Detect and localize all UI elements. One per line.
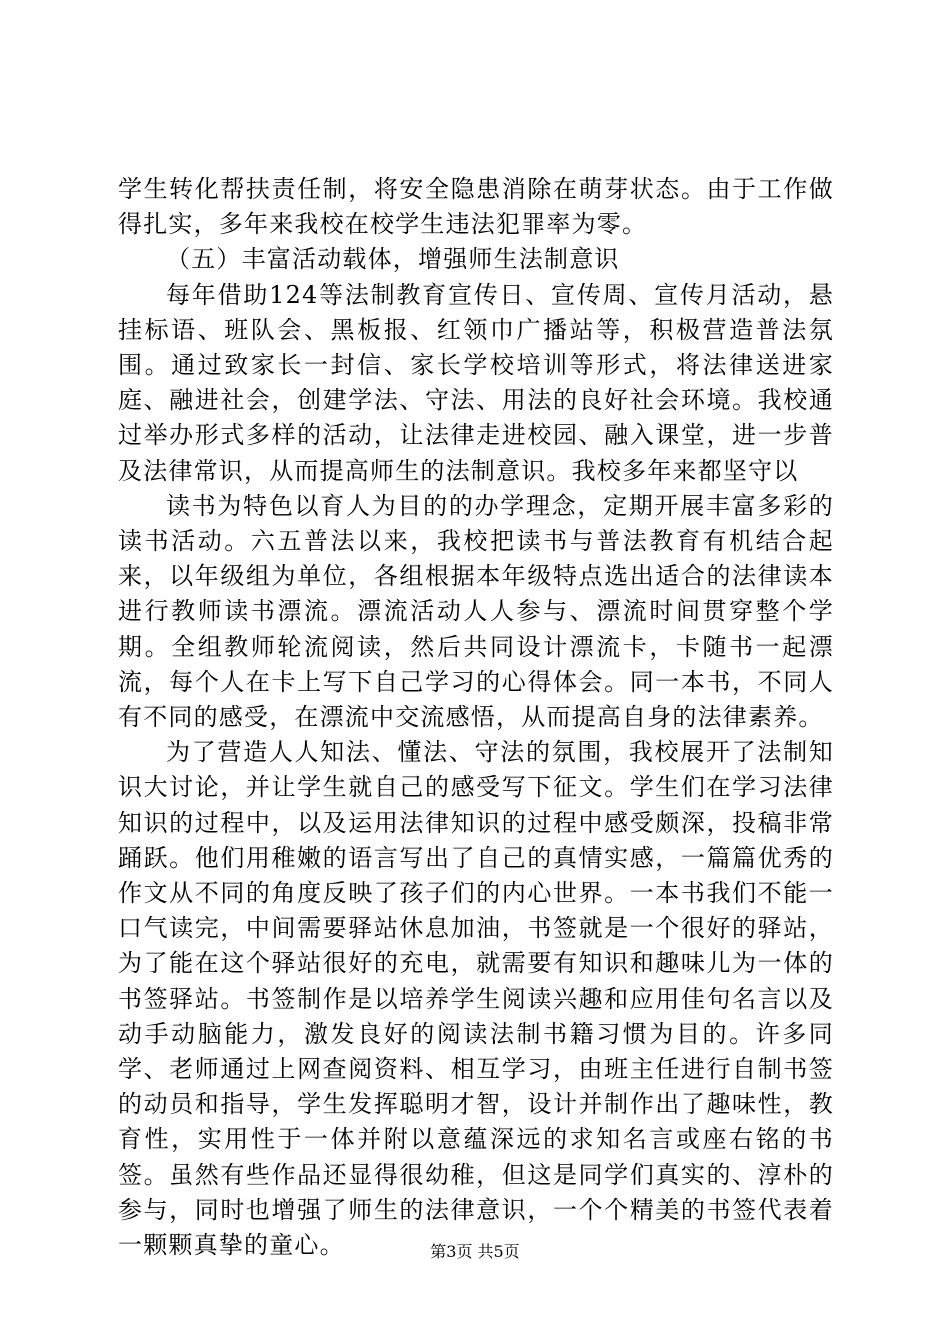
page-number-footer: 第3页 共5页 bbox=[430, 1242, 520, 1261]
document-body bbox=[118, 172, 834, 1263]
section-heading: （五）丰富活动载体，增强师生法制意识 bbox=[166, 245, 620, 274]
paragraph-legal-publicity: 每年借助124等法制教育宣传日、宣传周、宣传月活动，悬挂标语、班队会、黑板报、红领巾广播站等，积极营造普法氛围。通过致家长一封信、家长学校培训等形式，将法律送进家庭、融进社会，创建学法、守法、用法的良好社会环境。我校通过举办形式多样的活动，让法律走进校园、融入课堂，进一步普及法律常识，从而提高师生的法制意识。我校多年来都坚守以 bbox=[118, 280, 834, 485]
paragraph-bookmark-activity: 为了营造人人知法、懂法、守法的氛围，我校展开了法制知识大讨论，并让学生就自己的感受写下征文。学生们在学习法律知识的过程中，以及运用法律知识的过程中感受颇深，投稿非常踊跃。他们用稚嫩的语言写出了自己的真情实感，一篇篇优秀的作文从不同的角度反映了孩子们的内心世界。一本书我们不能一口气读完，中间需要驿站休息加油，书签就是一个很好的驿站，为了能在这个驿站很好的充电，就需要有知识和趣味儿为一体的书签驿站。书签制作是以培养学生阅读兴趣和应用佳句名言以及动手动脑能力，激发良好的阅读法制书籍习惯为目的。许多同学、老师通过上网查阅资料、相互学习，由班主任进行自制书签的动员和指导，学生发挥聪明才智，设计并制作出了趣味性，教育性，实用性于一体并附以意蕴深远的求知名言或座右铭的书签。虽然有些作品还显得很幼稚，但这是同学们真实的、淳朴的参与，同时也增强了师生的法律意识，一个个精美的书签代表着一颗颗真挚的童心。 bbox=[118, 738, 834, 1260]
paragraph-reading-activity: 读书为特色以育人为目的的办学理念，定期开展丰富多彩的读书活动。六五普法以来，我校把读书与普法教育有机结合起来，以年级组为单位，各组根据本年级特点选出适合的法律读本进行教师读书漂流。漂流活动人人参与、漂流时间贯穿整个学期。全组教师轮流阅读，然后共同设计漂流卡，卡随书一起漂流，每个人在卡上写下自己学习的心得体会。同一本书，不同人有不同的感受，在漂流中交流感悟，从而提高自身的法律素养。 bbox=[118, 491, 834, 732]
paragraph-continuation: 学生转化帮扶责任制，将安全隐患消除在萌芽状态。由于工作做得扎实，多年来我校在校学生违法犯罪率为零。 bbox=[118, 175, 834, 239]
